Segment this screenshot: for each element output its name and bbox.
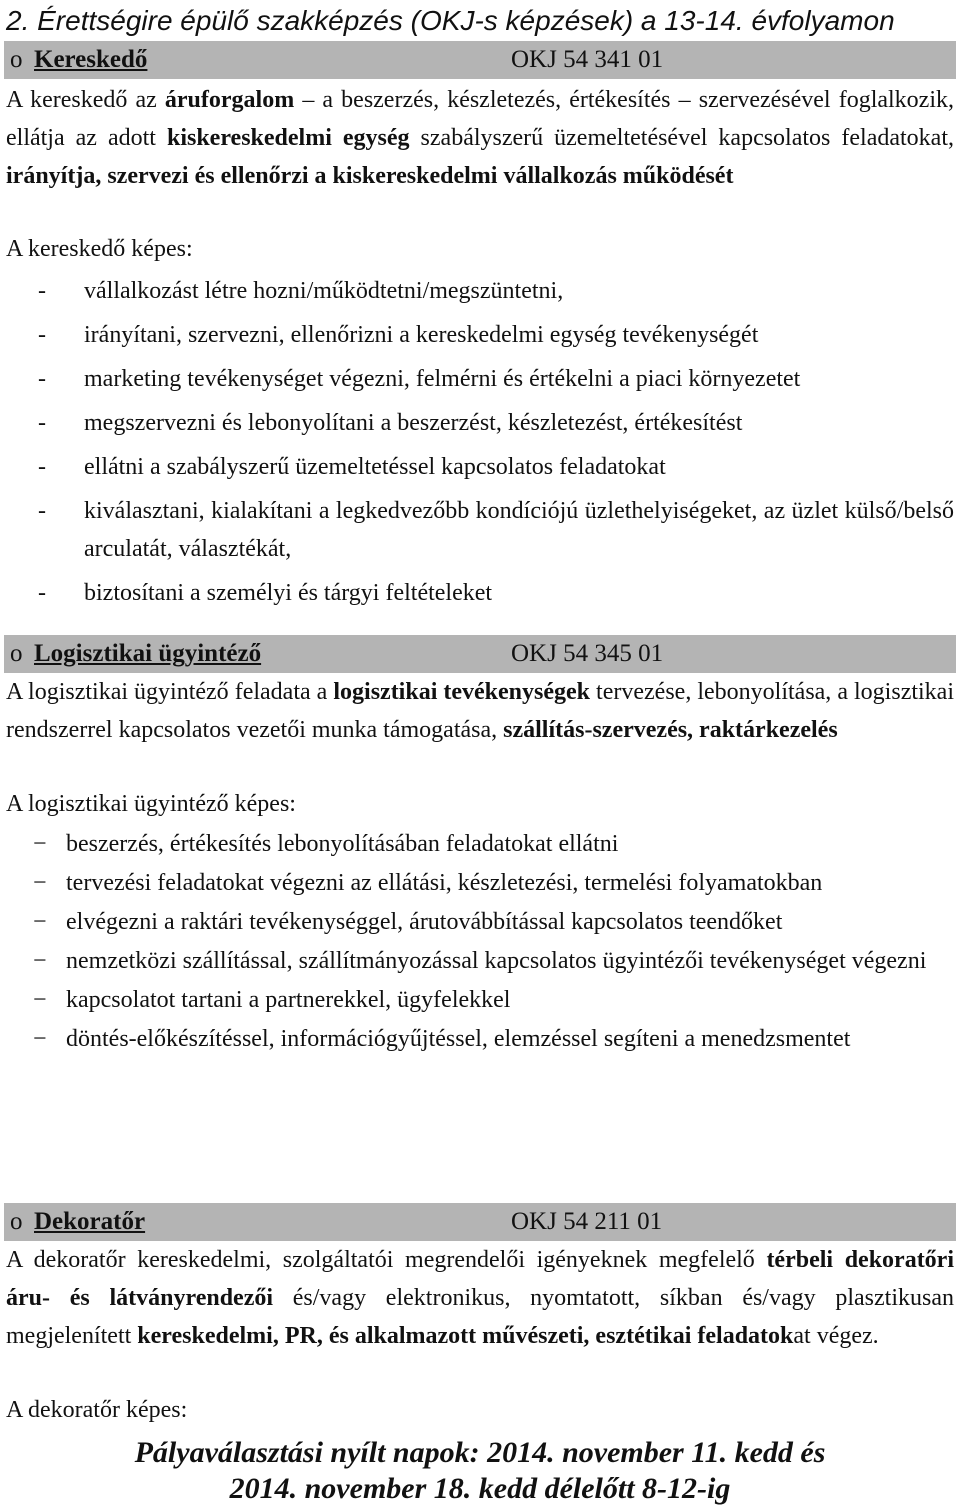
list-marker: −: [33, 870, 47, 896]
capable-label: A logisztikai ügyintéző képes:: [6, 791, 296, 817]
skill-text: biztosítani a személyi és tárgyi feltételeket: [84, 580, 493, 606]
description-text: A kereskedő az: [6, 87, 165, 113]
section-heading: 2. Érettségire épülő szakképzés (OKJ-s képzések) a 13-14. évfolyamon: [6, 5, 895, 36]
open-days-line-1: Pályaválasztási nyílt napok: 2014. november 11. kedd és: [134, 1436, 826, 1469]
description-text: szabályszerű üzemeltetésével kapcsolatos feladatokat,: [409, 125, 955, 151]
skill-item: [0, 316, 960, 354]
skills-list: [0, 272, 960, 618]
section-bar-logisztikai: [4, 635, 956, 673]
list-marker: −: [33, 1026, 47, 1052]
emphasis-text: térbeli dekoratőri áru- és látványrendezői: [6, 1247, 955, 1311]
skill-item: [0, 360, 960, 398]
emphasis-text: áruforgalom: [164, 87, 295, 113]
skill-text: irányítani, szervezni, ellenőrizni a kereskedelmi egység tevékenységét: [84, 322, 759, 348]
skill-text: megszervezni és lebonyolítani a beszerzést, készletezést, értékesítést: [84, 410, 743, 436]
okj-code: OKJ 54 341 01: [511, 46, 664, 73]
list-marker: -: [38, 580, 46, 606]
capable-label: A dekoratőr képes:: [6, 1397, 188, 1423]
list-marker: -: [38, 278, 46, 304]
emphasis-text: logisztikai tevékenységek: [333, 679, 591, 705]
skill-item: [0, 864, 960, 902]
skill-text: ellátni a szabályszerű üzemeltetéssel kapcsolatos feladatokat: [84, 454, 666, 480]
okj-code: OKJ 54 345 01: [511, 640, 664, 667]
emphasis-text: szállítás-szervezés, raktárkezelés: [503, 717, 838, 743]
profession-name: Dekoratőr: [34, 1208, 146, 1235]
profession-description: [6, 673, 954, 749]
emphasis-text: kiskereskedelmi egység: [166, 125, 410, 151]
description-text: at végez.: [793, 1323, 879, 1349]
skill-text: vállalkozást létre hozni/működtetni/megszüntetni,: [84, 278, 564, 304]
profession-name: Kereskedő: [34, 46, 148, 73]
skill-text: beszerzés, értékesítés lebonyolításában feladatokat ellátni: [66, 831, 619, 857]
description-text: A dekoratőr kereskedelmi, szolgáltatói megrendelői igényeknek megfelelő: [6, 1247, 767, 1273]
skill-text: tervezési feladatokat végezni az ellátási, készletezési, termelési folyamatokban: [66, 870, 823, 896]
skill-item: [0, 404, 960, 442]
section-bar-dekorator: [4, 1203, 956, 1241]
skill-text: marketing tevékenységet végezni, felmérni és értékelni a piaci környezetet: [84, 366, 801, 392]
okj-code: OKJ 54 211 01: [511, 1208, 663, 1235]
list-marker: −: [33, 948, 47, 974]
profession-name: Logisztikai ügyintéző: [34, 640, 262, 667]
skill-item: [0, 574, 960, 612]
section-bar-kereskedo: [4, 41, 956, 79]
skill-item: [0, 272, 960, 310]
list-marker: −: [33, 831, 47, 857]
list-marker: -: [38, 498, 46, 524]
list-marker: -: [38, 410, 46, 436]
bullet-marker: o: [10, 1208, 23, 1235]
skill-text: nemzetközi szállítással, szállítmányozással kapcsolatos ügyintézői tevékenységet végezni: [66, 948, 927, 974]
skill-item: [0, 903, 960, 941]
open-days-line-2: 2014. november 18. kedd délelőtt 8-12-ig: [229, 1472, 731, 1505]
bullet-marker: o: [10, 640, 23, 667]
skill-item: [0, 942, 960, 980]
list-marker: −: [33, 987, 47, 1013]
skill-item: [0, 448, 960, 486]
skill-text: kiválasztani, kialakítani a legkedvezőbb kondíciójú üzlethelyiségeket, az üzlet külső/belső arculatát, választékát,: [84, 498, 954, 562]
skill-text: döntés-előkészítéssel, információgyűjtéssel, elemzéssel segíteni a menedzsmentet: [66, 1026, 851, 1052]
capable-label: A kereskedő képes:: [6, 236, 193, 262]
skills-list: [0, 825, 960, 1059]
profession-description: [6, 1241, 954, 1355]
list-marker: -: [38, 366, 46, 392]
bullet-marker: o: [10, 46, 23, 73]
profession-description: [6, 81, 954, 195]
description-text: A logisztikai ügyintéző feladata a: [6, 679, 334, 705]
list-marker: −: [33, 909, 47, 935]
skill-item: [0, 981, 960, 1019]
list-marker: -: [38, 322, 46, 348]
description-text: tervezése, lebonyolítása, a logisztikai rendszerrel kapcsolatos vezetői munka támogatása,: [6, 679, 954, 743]
description-text: – a beszerzés, készletezés, értékesítés – szervezésével foglalkozik, ellátja az adott: [6, 87, 954, 151]
skill-item: [0, 825, 960, 863]
emphasis-text: irányítja, szervezi és ellenőrzi a kiskereskedelmi vállalkozás működését: [6, 163, 734, 189]
skill-item: [0, 492, 960, 568]
list-marker: -: [38, 454, 46, 480]
emphasis-text: kereskedelmi, PR, és alkalmazott művészeti, esztétikai feladatok: [137, 1323, 794, 1349]
description-text: és/vagy elektronikus, nyomtatott, síkban és/vagy plasztikusan megjelenített: [6, 1285, 955, 1349]
skill-text: kapcsolatot tartani a partnerekkel, ügyfelekkel: [66, 987, 511, 1013]
skill-text: elvégezni a raktári tevékenységgel, árutovábbítással kapcsolatos teendőket: [66, 909, 783, 935]
skill-item: [0, 1020, 960, 1058]
